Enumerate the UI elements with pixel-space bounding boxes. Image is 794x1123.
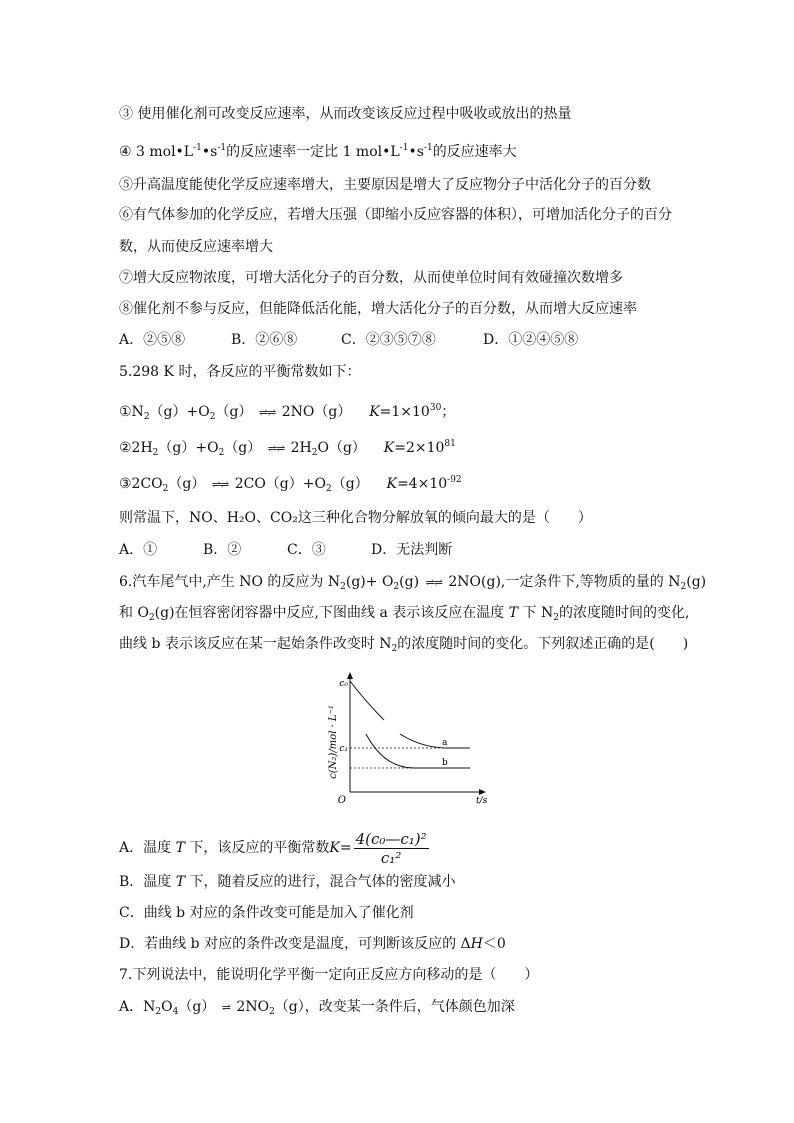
q4-option-c: C．②③⑤⑦⑧ xyxy=(341,332,436,348)
q7-stem: 7.下列说法中，能说明化学平衡一定向正反应方向移动的是（ ） xyxy=(119,967,539,983)
q6-stem-line-1: 6.汽车尾气中,产生 NO 的反应为 $N_2(g)+ O_2(g)$ ⇌⇌ 2NO(g),一定条件下,等物质的量的 $N_2(g)$ xyxy=(119,574,707,592)
x-axis-arrow-icon xyxy=(479,789,486,795)
q4-option-d: D．①②④⑤⑧ xyxy=(483,332,579,348)
equilibrium-arrow-icon: ⇌⇌ xyxy=(267,442,285,455)
y-tick-c1: c₁ xyxy=(339,744,348,754)
q5-equation-3: $③2CO_2(g)$ ⇌⇌ $2CO(g)+O_2(g)$ $K=4\times 10^{-92}$ xyxy=(119,475,462,494)
q4-options xyxy=(119,330,578,350)
q7-option-a: A．$N_2O_4(g)$ ⇌ $2NO_2(g)$，改变某一条件后，气体颜色加深 xyxy=(119,999,515,1017)
q5-equation-1: $①N_2(g)+O_2(g)$ ⇌⇌ 2NO（g） $K=1\times 10^{30}$； xyxy=(119,403,456,422)
q5-option-b: B．② xyxy=(203,542,242,558)
q4-option-b: B．②⑥⑧ xyxy=(231,332,298,348)
origin-label: O xyxy=(337,795,346,806)
statement-5: ⑤升高温度能使化学反应速率增大，主要原因是增大了反应物分子中活化分子的百分数 xyxy=(119,177,651,193)
q6-option-a: A．温度 T 下，该反应的平衡常数K= $\frac{\text{4(c₀—c₁)²}}{\text{c₁²}}$ xyxy=(119,829,427,867)
x-axis-label: t/s xyxy=(476,796,488,806)
q6-stem-line-2: 和 $O_2(g)$在恒容密闭容器中反应,下图曲线 a 表示该反应在温度 T 下 $N_2$的浓度随时间的变化, xyxy=(119,605,690,623)
y-tick-c0: c₀ xyxy=(339,679,348,689)
series-a-label: a xyxy=(442,738,448,748)
q5-equation-2: $②2H_2(g)+O_2(g)$ ⇌⇌ $2H_2O(g)$ $K=2\times 10^{81}$ xyxy=(119,439,456,458)
y-axis-arrow-icon xyxy=(347,672,353,679)
statement-6b: 数，从而使反应速率增大 xyxy=(119,239,273,255)
statement-8: ⑧催化剂不参与反应，但能降低活化能，增大活化分子的百分数，从而增大反应速率 xyxy=(119,301,637,317)
equilibrium-arrow-icon: ⇌⇌ xyxy=(258,406,276,419)
y-axis-label: c(N₂)/mol · L⁻¹ xyxy=(328,705,339,779)
q6-option-d: D．若曲线 b 对应的条件改变是温度，可判断该反应的 ΔH＜0 xyxy=(119,936,506,952)
series-a-curve-start xyxy=(350,681,384,720)
equilibrium-arrow-icon: ⇌ xyxy=(221,1001,230,1014)
q5-option-d: D．无法判断 xyxy=(371,542,453,558)
q6-stem-line-3: 曲线 b 表示该反应在某一起始条件改变时 $N_2$的浓度随时间的变化。下列叙述正确的是( ) xyxy=(119,636,689,654)
q5-option-a: A．① xyxy=(119,542,158,558)
statement-4: ④ 3 $mol•L^{-1}•s^{-1}$的反应速率一定比 1 $mol•L^{-1}•s^{-1}$的反应速率大 xyxy=(119,143,517,160)
series-a-curve-end xyxy=(400,734,470,748)
equilibrium-arrow-icon: ⇌⇌ xyxy=(425,576,442,589)
equilibrium-constant-fraction: $\frac{\text{4(c₀—c₁)²}}{\text{c₁²}}$ xyxy=(355,829,427,867)
statement-3: ③ 使用催化剂可改变反应速率，从而改变该反应过程中吸收或放出的热量 xyxy=(119,106,572,122)
q6-option-c: C．曲线 b 对应的条件改变可能是加入了催化剂 xyxy=(119,905,414,921)
equilibrium-arrow-icon: ⇌⇌ xyxy=(211,478,229,491)
q5-stem: 5.298 K 时，各反应的平衡常数如下： xyxy=(119,364,361,380)
q5-option-c: C．③ xyxy=(287,542,326,558)
series-b-label: b xyxy=(442,758,448,768)
q6-option-b: B．温度 T 下，随着反应的进行，混合气体的密度减小 xyxy=(119,874,456,890)
statement-6a: ⑥有气体参加的化学反应，若增大压强（即缩小反应容器的体积），可增加活化分子的百分 xyxy=(119,207,672,223)
series-b-curve xyxy=(366,734,470,768)
concentration-time-chart xyxy=(330,672,490,806)
q5-question: 则常温下，NO、H₂O、CO₂这三种化合物分解放氧的倾向最大的是（ ） xyxy=(119,510,592,526)
q5-options xyxy=(119,540,452,560)
statement-7: ⑦增大反应物浓度，可增大活化分子的百分数，从而使单位时间有效碰撞次数增多 xyxy=(119,270,623,286)
q4-option-a: A．②⑤⑧ xyxy=(119,332,186,348)
